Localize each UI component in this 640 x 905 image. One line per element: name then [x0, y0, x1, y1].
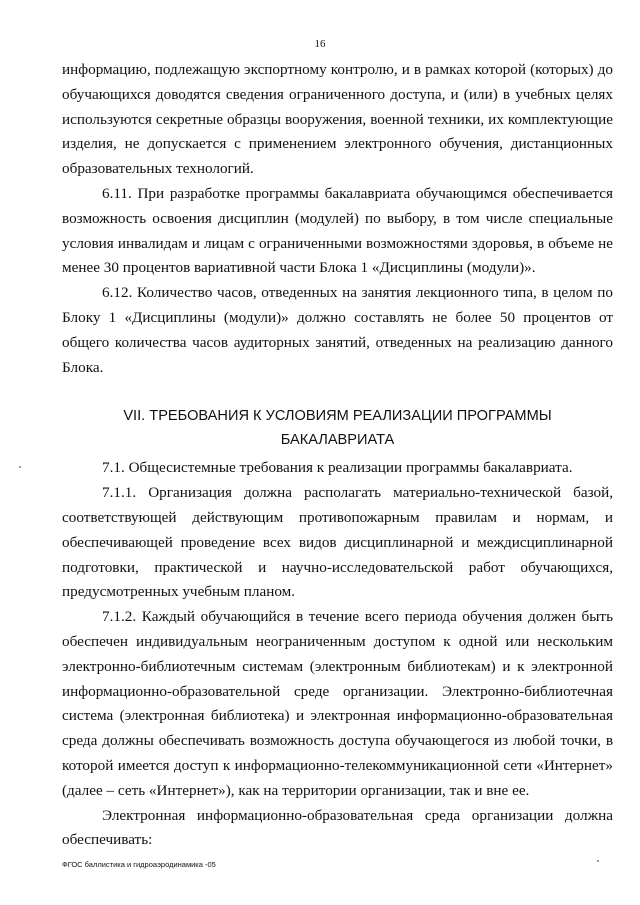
paragraph-eios-intro: Электронная информационно-образовательная среда организации должна обеспечивать:: [62, 806, 613, 849]
paragraph-6-11: 6.11. При разработке программы бакалавриата обучающимся обеспечивается возможность освоения дисциплин (модулей) по выбору, в том числе специальные условия инвалидам и лицам с ограниченными возможностями здоровья, в объеме не менее 30 процентов вариативной части Блока 1 «Дисциплины (модули)».: [62, 184, 613, 277]
paragraph-7-1: 7.1. Общесистемные требования к реализации программы бакалавриата.: [102, 459, 573, 477]
page-number: 16: [314, 38, 326, 50]
section-heading: [62, 404, 613, 452]
document-body: [62, 58, 613, 853]
footer-text: ФГОС баллистика и гидроаэродинамика -05: [62, 860, 216, 869]
paragraph-7-1-1: 7.1.1. Организация должна располагать материально-технической базой, соответствующей действующим противопожарным правилам и нормам, и обеспечивающей проведение всех видов дисциплинарной и междисциплинарной подготовки, практической и научно-исследовательской работ обучающихся, предусмотренных учебным планом.: [62, 484, 613, 601]
paragraph-6-12: 6.12. Количество часов, отведенных на занятия лекционного типа, в целом по Блоку 1 «Дисциплины (модули)» должно составлять не более 50 процентов от общего количества часов аудиторных занятий, отведенных на реализацию данного Блока.: [62, 284, 613, 376]
section-heading-line-1: VII. ТРЕБОВАНИЯ К УСЛОВИЯМ РЕАЛИЗАЦИИ ПРОГРАММЫ: [123, 408, 552, 425]
paragraph-continuation: информацию, подлежащую экспортному контролю, и в рамках которой (которых) до обучающихся доводятся сведения ограниченного доступа, и (или) в учебных целях используются секретные образцы вооружения, военной техники, их комплектующие изделия, не допускается с применением электронного обучения, дистанционных образовательных технологий.: [62, 61, 613, 178]
scan-speck: [19, 466, 21, 468]
section-heading-line-2: БАКАЛАВРИАТА: [280, 432, 395, 449]
scan-speck: [597, 860, 599, 862]
paragraph-7-1-2: 7.1.2. Каждый обучающийся в течение всего периода обучения должен быть обеспечен индивидуальным неограниченным доступом к одной или нескольким электронно-библиотечным системам (электронным библиотекам) и к электронной информационно-образовательной среде организации. Электронно-библиотечная система (электронная библиотека) и электронная информационно-образовательная среда должны обеспечивать возможность доступа обучающегося из любой точки, в которой имеется доступ к информационно-телекоммуникационной сети «Интернет» (далее – сеть «Интернет»), как на территории организации, так и вне ее.: [62, 608, 613, 799]
